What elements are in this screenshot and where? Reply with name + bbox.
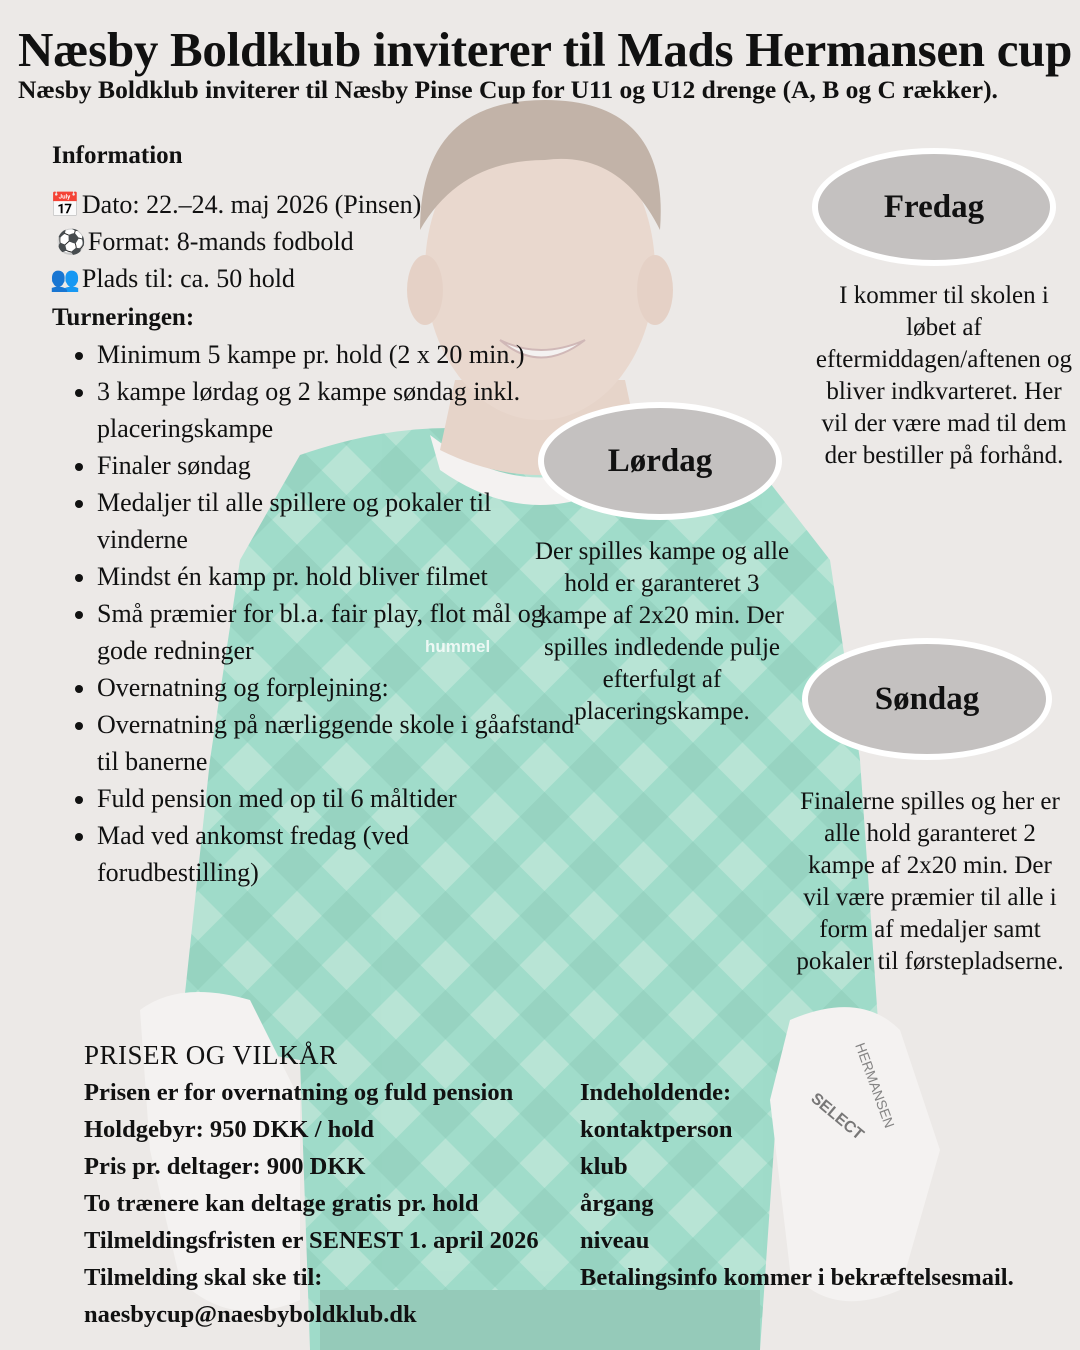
includes-line: klub [580,1153,628,1180]
includes-line: niveau [580,1227,650,1254]
includes-line: årgang [580,1190,654,1217]
price-line: Holdgebyr: 950 DKK / hold [84,1116,374,1143]
lordag-text: Der spilles kampe og alle hold er garanteret 3 kampe af 2x20 min. Der spilles indledende pulje efterfulgt af placeringskampe. [534,538,790,725]
price-line: Tilmelding skal ske til: [84,1264,323,1291]
includes-line: Indeholdende: [580,1079,732,1106]
tournament-list [52,336,577,891]
info-capacity-text: Plads til: ca. 50 hold [81,264,295,293]
info-date [50,190,421,220]
info-capacity [50,264,295,294]
price-line: Prisen er for overnatning og fuld pension [84,1079,514,1106]
includes-list [580,1074,1014,1296]
list-item: • Fuld pension med op til 6 måltider [97,780,577,817]
football-icon: ⚽ [56,229,86,256]
list-item: • Mindst én kamp pr. hold bliver filmet [97,558,577,595]
page-title: Næsby Boldklub inviterer til Mads Hermansen cup [18,22,1073,77]
list-item: • Minimum 5 kampe pr. hold (2 x 20 min.) [97,336,577,373]
list-item: • Finaler søndag [97,447,577,484]
fredag-text: I kommer til skolen i løbet af eftermiddagen/aftenen og bliver indkvarteret. Her vil der være mad til dem der bestiller på forhånd. [815,282,1073,469]
price-line: Pris pr. deltager: 900 DKK [84,1153,366,1180]
list-item: • 3 kampe lørdag og 2 kampe søndag inkl. placeringskampe [97,373,577,447]
list-item: • Overnatning på nærliggende skole i gåafstand til banerne [97,706,577,780]
sondag-badge: Søndag [802,638,1052,760]
calendar-icon: 📅 [50,192,80,219]
list-item: • Små præmier for bl.a. fair play, flot mål og gode redninger [97,595,577,669]
prices-list [84,1074,539,1333]
contact-email[interactable]: naesbycup@naesbyboldklub.dk [84,1301,417,1328]
lordag-badge: Lørdag [538,402,782,520]
shirt-brand-label: hummel [425,637,491,656]
glove-name-label: HERMANSEN [852,1040,898,1131]
price-line: To trænere kan deltage gratis pr. hold [84,1190,479,1217]
includes-line: kontaktperson [580,1116,733,1143]
list-item: • Mad ved ankomst fredag (ved forudbestilling) [97,817,577,891]
info-format-text: Format: 8-mands fodbold [87,227,354,256]
info-date-text: Dato: 22.–24. maj 2026 (Pinsen) [81,190,422,219]
fredag-badge: Fredag [812,148,1056,266]
list-item: • Medaljer til alle spillere og pokaler til vinderne [97,484,577,558]
includes-line: Betalingsinfo kommer i bekræftelsesmail. [580,1264,1014,1291]
prices-heading: PRISER OG VILKÅR [84,1040,338,1070]
page-subtitle: Næsby Boldklub inviterer til Næsby Pinse Cup for U11 og U12 drenge (A, B og C rækker). [18,75,998,104]
info-format [56,227,354,257]
tournament-heading: Turneringen: [52,304,195,331]
glove-brand-label: SELECT [807,1090,867,1144]
people-icon: 👥 [50,266,80,293]
information-heading: Information [52,142,183,169]
price-line: Tilmeldingsfristen er SENEST 1. april 2026 [84,1227,539,1254]
sondag-text: Finalerne spilles og her er alle hold garanteret 2 kampe af 2x20 min. Der vil være præmier til alle i form af medaljer samt pokaler til førstepladserne. [796,788,1064,975]
list-item: • Overnatning og forplejning: [97,669,577,706]
